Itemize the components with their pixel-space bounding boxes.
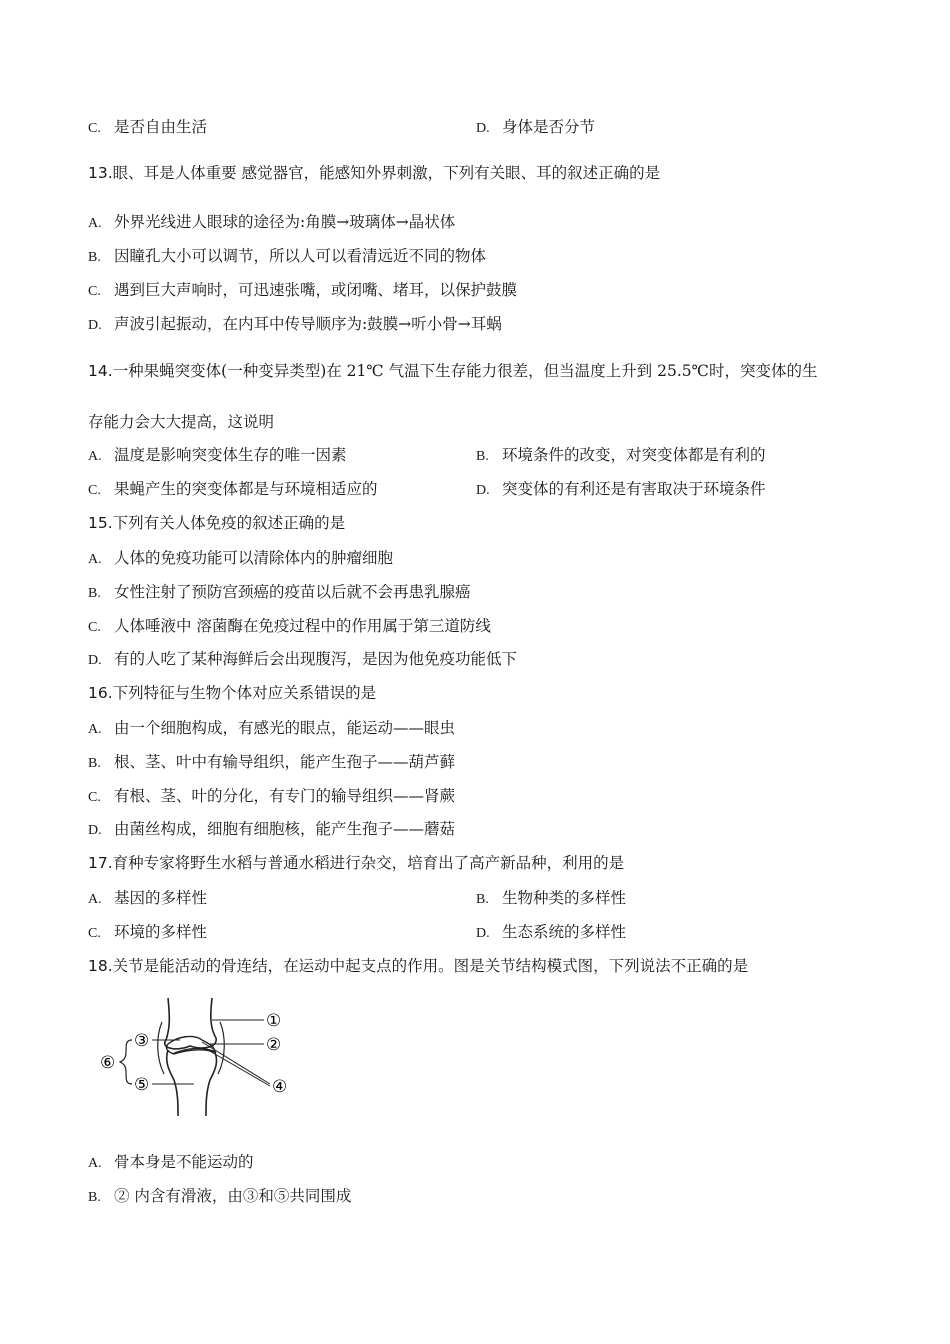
figure-label-5: ⑤ xyxy=(134,1075,150,1095)
option-letter: C. xyxy=(88,121,101,136)
option-letter: D. xyxy=(476,926,490,941)
q15-option-c xyxy=(88,616,491,638)
option-text: 果蝇产生的突变体都是与环境相适应的 xyxy=(114,480,378,498)
question-text: 下列有关人体免疫的叙述正确的是 xyxy=(112,514,346,532)
option-text: ② 内含有滑液，由③和⑤共同围成 xyxy=(114,1187,352,1205)
option-letter: D. xyxy=(88,823,102,838)
option-text: 环境条件的改变，对突变体都是有利的 xyxy=(502,446,766,464)
option-text: 有的人吃了某种海鲜后会出现腹泻，是因为他免疫功能低下 xyxy=(114,650,518,668)
q14-option-a xyxy=(88,445,347,467)
leader-line-4a xyxy=(202,1042,270,1084)
option-text: 女性注射了预防宫颈癌的疫苗以后就不会再患乳腺癌 xyxy=(114,583,471,601)
option-letter: B. xyxy=(88,250,101,265)
option-text: 外界光线进人眼球的途径为:角膜→玻璃体→晶状体 xyxy=(114,213,456,231)
figure-label-4: ④ xyxy=(272,1077,288,1097)
option-letter: B. xyxy=(88,1190,101,1205)
q15-stem xyxy=(88,513,345,533)
q14-stem-line1 xyxy=(88,361,817,381)
option-letter: C. xyxy=(88,926,101,941)
option-text: 温度是影响突变体生存的唯一因素 xyxy=(114,446,347,464)
option-letter: D. xyxy=(88,653,102,668)
option-text: 由一个细胞构成，有感光的眼点，能运动——眼虫 xyxy=(114,719,456,737)
option-letter: D. xyxy=(476,121,490,136)
option-text: 声波引起振动，在内耳中传导顺序为:鼓膜→听小骨→耳蜗 xyxy=(114,315,502,333)
question-text: 下列特征与生物个体对应关系错误的是 xyxy=(112,684,377,702)
option-letter: C. xyxy=(88,284,101,299)
question-number: 13. xyxy=(88,164,113,182)
option-text: 有根、茎、叶的分化，有专门的输导组织——肾蕨 xyxy=(114,787,456,805)
joint-structure-diagram xyxy=(98,988,308,1120)
q15-option-d xyxy=(88,649,517,671)
q13-option-b xyxy=(88,246,486,268)
q13-option-a xyxy=(88,212,455,234)
q16-option-d xyxy=(88,819,455,841)
figure-label-1: ① xyxy=(266,1011,282,1031)
question-number: 15. xyxy=(88,514,113,532)
option-letter: A. xyxy=(88,449,102,464)
figure-label-6: ⑥ xyxy=(100,1053,116,1073)
question-text: 一种果蝇突变体(一种变异类型)在 21℃ 气温下生存能力很差，但当温度上升到 25.5℃时，突变体的生 xyxy=(112,362,818,380)
option-letter: B. xyxy=(476,892,489,907)
q15-option-a xyxy=(88,548,393,570)
q16-option-a xyxy=(88,718,455,740)
option-text: 因瞳孔大小可以调节，所以人可以看清远近不同的物体 xyxy=(114,247,487,265)
question-number: 14. xyxy=(88,362,113,380)
leader-line-4b xyxy=(208,1050,270,1086)
option-text: 生态系统的多样性 xyxy=(502,923,627,941)
option-text: 骨本身是不能运动的 xyxy=(114,1153,254,1171)
option-text: 环境的多样性 xyxy=(114,923,208,941)
option-letter: C. xyxy=(88,483,101,498)
option-text: 身体是否分节 xyxy=(502,118,596,136)
option-text: 生物种类的多样性 xyxy=(502,889,627,907)
q14-option-c xyxy=(88,479,378,501)
option-text: 是否自由生活 xyxy=(114,118,208,136)
option-text: 人体唾液中 溶菌酶在免疫过程中的作用属于第三道防线 xyxy=(114,617,491,635)
question-text: 关节是能活动的骨连结，在运动中起支点的作用。图是关节结构模式图，下列说法不正确的是 xyxy=(112,957,749,975)
bracket-6 xyxy=(120,1040,132,1084)
q16-option-c xyxy=(88,786,455,808)
q17-option-a xyxy=(88,888,207,910)
q18-option-a xyxy=(88,1152,254,1174)
q17-option-c xyxy=(88,922,207,944)
q14-option-b xyxy=(476,445,766,467)
figure-label-3: ③ xyxy=(134,1031,150,1051)
question-text: 眼、耳是人体重要 感觉器官，能感知外界刺激，下列有关眼、耳的叙述正确的是 xyxy=(112,164,661,182)
q18-stem xyxy=(88,956,748,976)
question-text: 存能力会大大提高，这说明 xyxy=(88,413,275,431)
q15-option-b xyxy=(88,582,471,604)
q18-option-b xyxy=(88,1186,351,1208)
option-letter: B. xyxy=(476,449,489,464)
q13-option-c xyxy=(88,280,517,302)
q17-option-b xyxy=(476,888,626,910)
q12-option-d xyxy=(476,117,595,139)
q14-option-d xyxy=(476,479,766,501)
q12-option-c xyxy=(88,117,207,139)
q14-stem-line2 xyxy=(88,412,274,432)
q16-option-b xyxy=(88,752,455,774)
option-letter: B. xyxy=(88,586,101,601)
q16-stem xyxy=(88,683,376,703)
lower-bone-outline xyxy=(167,1050,217,1116)
option-letter: C. xyxy=(88,790,101,805)
option-text: 根、茎、叶中有输导组织，能产生孢子——葫芦藓 xyxy=(114,753,456,771)
option-text: 人体的免疫功能可以清除体内的肿瘤细胞 xyxy=(114,549,394,567)
question-text: 育种专家将野生水稻与普通水稻进行杂交，培育出了高产新品种，利用的是 xyxy=(112,854,625,872)
q13-stem xyxy=(88,163,660,183)
option-text: 突变体的有利还是有害取决于环境条件 xyxy=(502,480,766,498)
option-letter: A. xyxy=(88,552,102,567)
option-letter: D. xyxy=(476,483,490,498)
option-letter: A. xyxy=(88,216,102,231)
option-text: 基因的多样性 xyxy=(114,889,208,907)
option-letter: B. xyxy=(88,756,101,771)
option-text: 由菌丝构成，细胞有细胞核，能产生孢子——蘑菇 xyxy=(114,820,456,838)
option-letter: A. xyxy=(88,1156,102,1171)
q17-stem xyxy=(88,853,624,873)
question-number: 16. xyxy=(88,684,113,702)
question-number: 18. xyxy=(88,957,113,975)
option-letter: A. xyxy=(88,722,102,737)
option-letter: A. xyxy=(88,892,102,907)
q17-option-d xyxy=(476,922,626,944)
option-text: 遇到巨大声响时，可迅速张嘴，或闭嘴、堵耳，以保护鼓膜 xyxy=(114,281,518,299)
option-letter: D. xyxy=(88,318,102,333)
question-number: 17. xyxy=(88,854,113,872)
option-letter: C. xyxy=(88,620,101,635)
figure-label-2: ② xyxy=(266,1035,282,1055)
q13-option-d xyxy=(88,314,502,336)
